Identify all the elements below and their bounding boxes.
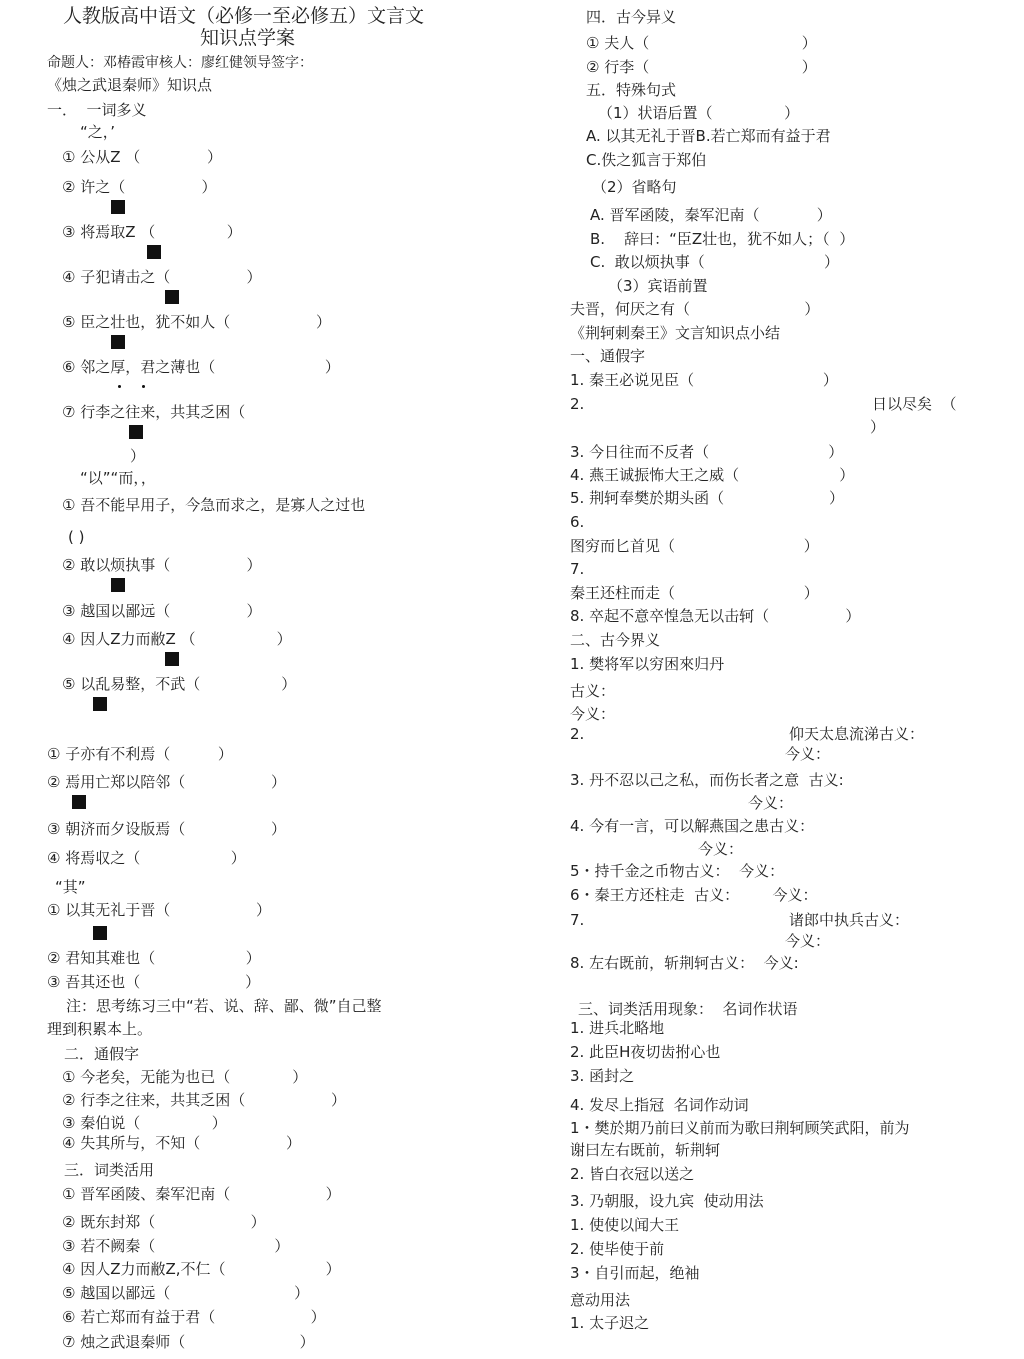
zhuangyu-item: A. 以其无礼于晋B.若亡郑而有益于君 xyxy=(586,127,831,145)
black-square-mark xyxy=(93,697,107,711)
tongjia2-item: 1. 秦王必说见臣（ ） xyxy=(570,371,838,389)
binyu-heading: （3）宾语前置 xyxy=(608,277,708,295)
gujin2-guyi: 古义： xyxy=(570,682,616,700)
huoyong-item: ⑤ 越国以鄙远（ ） xyxy=(62,1284,310,1302)
zhi-item: ① 公从Z （ ） xyxy=(62,148,223,166)
doc-title-line1: 人教版高中语文（必修一至必修五）文言文 xyxy=(63,5,425,27)
huoyong-item: ⑥ 若亡郑而有益于君（ ） xyxy=(62,1308,326,1326)
yi-item: ① 吾不能早用子，今急而求之，是寡人之过也 xyxy=(62,496,366,514)
yi-item: ③ 越国以鄙远（ ） xyxy=(62,602,262,620)
black-square-mark xyxy=(93,926,107,940)
huoyong-item: ③ 若不阙秦（ ） xyxy=(62,1237,290,1255)
tongjia-item: ④ 失其所与，不知（ ） xyxy=(62,1134,302,1152)
zhuangyu-item: C.佚之狐言于郑伯 xyxy=(586,151,707,169)
gujin2-item: 3. 丹不忍以己之私，而伤长者之意 古义: xyxy=(570,771,844,789)
huoyong2-item: 3. 函封之 xyxy=(570,1067,635,1085)
tongjia2-num: 7. xyxy=(570,560,585,578)
gujin2-item: 仰天太息流涕古义： xyxy=(789,725,925,743)
huoyong2-item: 2. 此臣H夜切齿拊心也 xyxy=(570,1043,721,1061)
black-square-mark xyxy=(129,425,143,439)
gujin2-item: 8. 左右既前，斩荆轲古义： 今义: xyxy=(570,954,799,972)
tongjia2-item: 日以尽矣 （ xyxy=(872,395,957,413)
zhi-item: ⑥ 邻之厚，君之薄也（ ） xyxy=(62,358,340,376)
gujin2-jinyi: 今义： xyxy=(570,705,616,723)
authors-line: 命题人：邓椿霞审核人：廖红健领导签字： xyxy=(47,55,313,71)
tongjia2-num: 2. xyxy=(570,395,585,413)
tongjia2-item: 8. 卒起不意卒惶急无以击轲（ ） xyxy=(570,607,861,625)
zhi-item: ⑦ 行李之往来，共其乏困（ xyxy=(62,403,246,421)
yan-item: ① 子亦有不利焉（ ） xyxy=(47,745,233,763)
huoyong2-item: 1・樊於期乃前曰义前而为歌曰荆轲顾笑武阳，前为 xyxy=(570,1119,910,1137)
huoyong2-item: 1. 进兵北略地 xyxy=(570,1019,665,1037)
binyu-item: 夫晋，何厌之有（ ） xyxy=(570,300,820,318)
shenglue-heading: （2）省略句 xyxy=(592,178,677,196)
qi-item: ③ 吾其还也（ ） xyxy=(47,973,261,991)
huoyong-item: ② 既东封郑（ ） xyxy=(62,1213,266,1231)
shenglue-item: C. 敢以烦执事（ ） xyxy=(590,253,839,271)
yi-item: ④ 因人Z力而敝Z （ ） xyxy=(62,630,292,648)
tongjia2-item: 秦王还柱而走（ ） xyxy=(570,584,819,602)
heading-yiciduoyi: 一． 一词多义 xyxy=(47,101,147,119)
qi-item: ① 以其无礼于晋（ ） xyxy=(47,901,272,919)
black-square-mark xyxy=(165,290,179,304)
gujin2-jinyi: 今义： xyxy=(748,794,794,812)
shenglue-item: B. 辞曰：“臣Z壮也，犹不如人；（ ） xyxy=(590,230,855,248)
emphasis-dot xyxy=(118,385,121,388)
gujin2-item: 1. 樊将军以穷困來归丹 xyxy=(570,655,725,673)
black-square-mark xyxy=(72,795,86,809)
section-heading-jingke: 《荆轲刺秦王》文言知识点小结 xyxy=(570,324,781,342)
tongjia2-item: 4. 燕王诚振怖大王之威（ ） xyxy=(570,466,855,484)
huoyong2-item: 2. 使毕使于前 xyxy=(570,1240,665,1258)
zhi-item: ② 许之（ ） xyxy=(62,178,217,196)
zhi-item-close: ） xyxy=(130,447,146,465)
heading-gujinyiyi: 四．古今异义 xyxy=(586,8,677,26)
doc-title-line2: 知识点学案 xyxy=(200,27,296,49)
tongjia2-close: ） xyxy=(870,418,886,436)
tongjia2-item: 3. 今日往而不反者（ ） xyxy=(570,443,844,461)
qi-item: ② 君知其难也（ ） xyxy=(47,949,261,967)
gujin2-jinyi: 今义： xyxy=(785,745,831,763)
yan-item: ② 焉用亡郑以陪邻（ ） xyxy=(47,773,287,791)
tongjia2-item: 图穷而匕首见（ ） xyxy=(570,537,819,555)
yan-item: ③ 朝济而夕设版焉（ ） xyxy=(47,820,287,838)
black-square-mark xyxy=(111,200,125,214)
gujin-item: ① 夫人（ ） xyxy=(586,34,817,52)
tongjia2-num: 6. xyxy=(570,513,585,531)
zhi-label: “之，’ xyxy=(80,123,116,141)
note-line: 理到积累本上。 xyxy=(47,1020,153,1038)
huoyong-item: ⑦ 烛之武退秦师（ ） xyxy=(62,1333,315,1351)
huoyong2-item: 4. 发尽上指冠 名词作动词 xyxy=(570,1096,749,1114)
gujin2-item: 6・秦王方还柱走 古义： 今义： xyxy=(570,886,818,904)
heading-ciluohuoyong: 三．词类活用 xyxy=(64,1161,155,1179)
emphasis-dot xyxy=(142,385,145,388)
zhuangyu-heading: （1）状语后置（ ） xyxy=(598,104,800,122)
zhi-item: ③ 将焉取Z （ ） xyxy=(62,223,242,241)
black-square-mark xyxy=(147,245,161,259)
huoyong-item: ① 晋军函陵、秦军汜南（ ） xyxy=(62,1185,341,1203)
gujin2-jinyi: 今义： xyxy=(698,840,744,858)
gujin2-item: 诸郎中执兵古义： xyxy=(789,911,910,929)
huoyong2-item: 2. 皆白衣冠以送之 xyxy=(570,1165,695,1183)
tongjia-item: ③ 秦伯说（ ） xyxy=(62,1114,227,1132)
black-square-mark xyxy=(165,652,179,666)
gujin-item: ② 行李（ ） xyxy=(586,58,817,76)
note-line: 注：思考练习三中“若、说、辞、鄙、微”自己整 xyxy=(66,997,382,1015)
tongjia-item: ① 今老矣，无能为也已（ ） xyxy=(62,1068,308,1086)
black-square-mark xyxy=(111,578,125,592)
gujin2-num: 2. xyxy=(570,725,585,743)
qi-label: “其” xyxy=(55,878,86,896)
tongjia-item: ② 行李之往来，共其乏困（ ） xyxy=(62,1091,347,1109)
gujin2-item: 4. 今有一言，可以解燕国之患古义： xyxy=(570,817,815,835)
black-square-mark xyxy=(111,335,125,349)
gujin2-item: 5・持千金之币物古义： 今义： xyxy=(570,862,785,880)
huoyong2-item: 1. 太子迟之 xyxy=(570,1314,650,1332)
zhi-item: ④ 子犯请击之（ ） xyxy=(62,268,262,286)
tongjia2-item: 5. 荆轲奉樊於期头函（ ） xyxy=(570,489,844,507)
shenglue-item: A. 晋军函陵，秦军汜南（ ） xyxy=(590,206,832,224)
huoyong2-item: 3. 乃朝服，设九宾 使动用法 xyxy=(570,1192,764,1210)
yan-item: ④ 将焉収之（ ） xyxy=(47,849,246,867)
heading-tongjiazi: 二．通假字 xyxy=(64,1045,140,1063)
gujin2-jinyi: 今义： xyxy=(785,932,831,950)
gujin2-num: 7. xyxy=(570,911,585,929)
huoyong-item: ④ 因人Z力而敝Z,不仁（ ） xyxy=(62,1260,341,1278)
heading-teshujushi: 五．特殊句式 xyxy=(586,81,677,99)
heading-gujinjieyi: 二、古今界义 xyxy=(570,631,661,649)
huoyong2-item: 1. 使使以闻大王 xyxy=(570,1216,680,1234)
heading-cileihuoyong: 三、词类活用现象： 名词作状语 xyxy=(578,1000,798,1018)
zhi-item: ⑤ 臣之壮也，犹不如人（ ） xyxy=(62,313,332,331)
yi-er-label: “以”“而，， xyxy=(80,469,156,487)
yi-item: ② 敢以烦执事（ ） xyxy=(62,556,262,574)
section-heading-zhuwu: 《烛之武退秦师》知识点 xyxy=(47,76,213,94)
yi-item: ⑤ 以乱易整，不武（ ） xyxy=(62,675,297,693)
huoyong2-item: 3・自引而起，绝袖 xyxy=(570,1264,700,1282)
huoyong2-item: 谢曰左右既前，斩荆轲 xyxy=(570,1141,721,1159)
yidong-heading: 意动用法 xyxy=(570,1291,631,1309)
yi-item-paren: ( ) xyxy=(68,528,85,546)
heading-tongjiazi-2: 一、通假字 xyxy=(570,347,646,365)
